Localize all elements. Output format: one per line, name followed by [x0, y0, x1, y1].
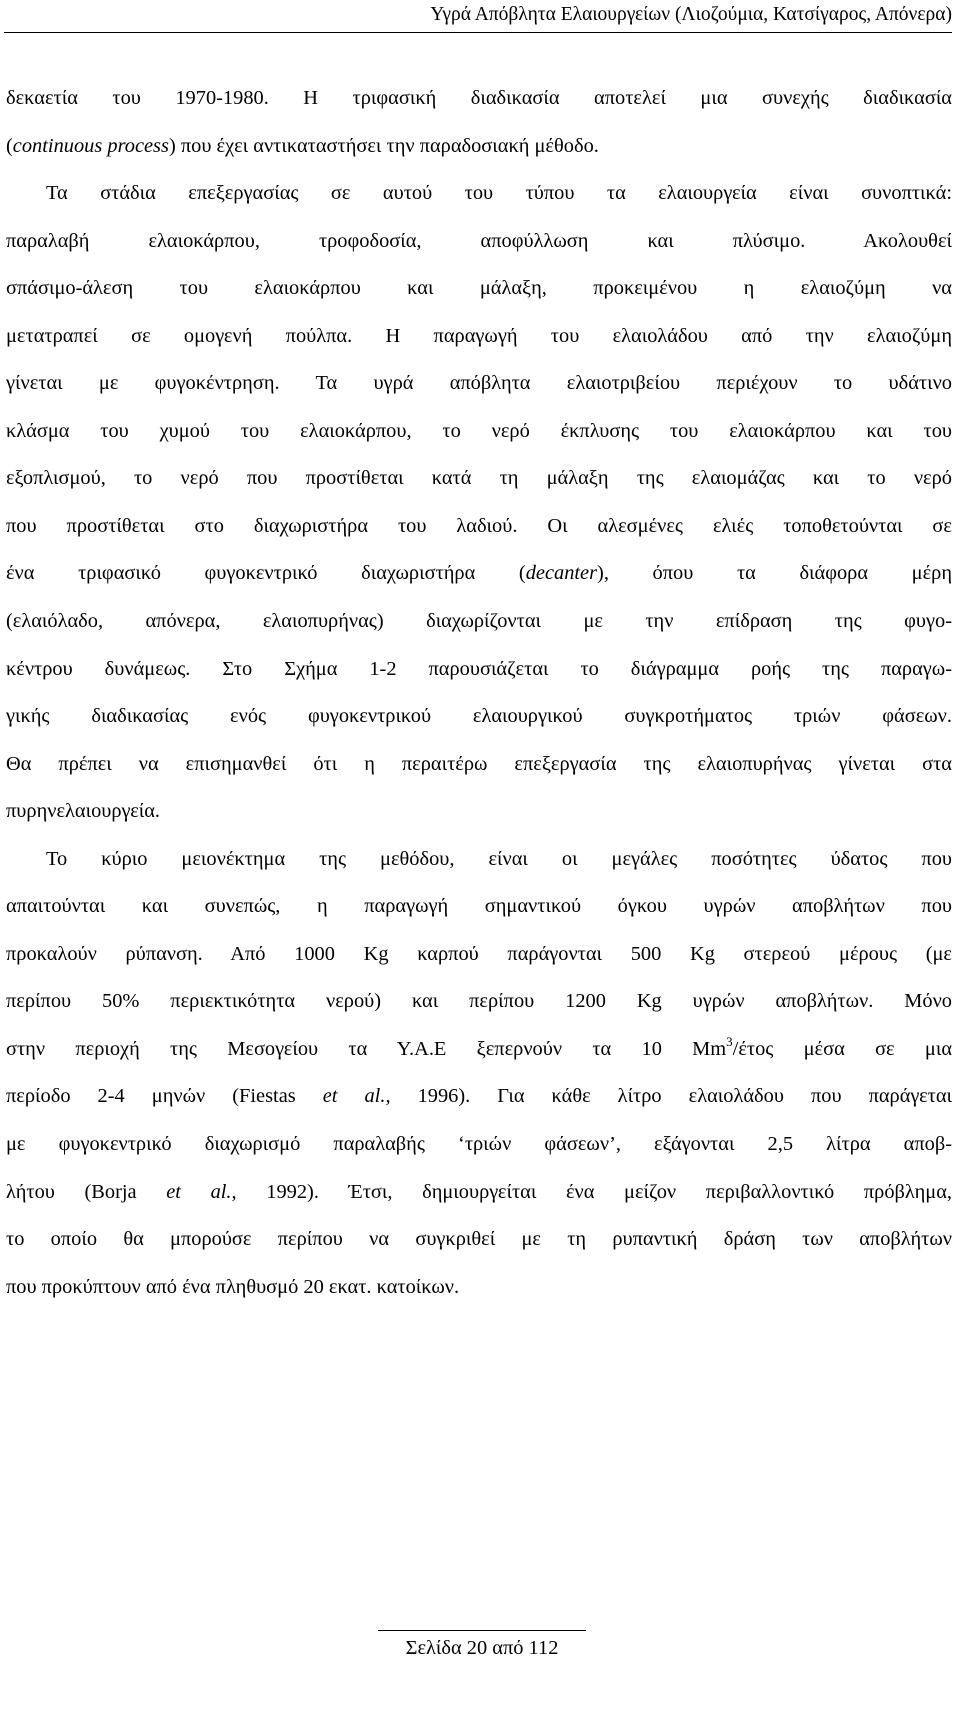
text-line: ένα τριφασικό φυγοκεντρικό διαχωριστήρα (decanter), όπου τα διάφορα μέρη	[6, 562, 952, 585]
text-line: στην περιοχή της Μεσογείου τα Υ.Α.Ε ξεπερνούν τα 10 Mm$^3$/έτος μέσα σε μια	[6, 1033, 952, 1060]
text-line: εξοπλισμού, το νερό που προστίθεται κατά τη μάλαξη της ελαιομάζας και το νερό	[6, 467, 952, 490]
text-line: λήτου (Borja et al., 1992). Έτσι, δημιουργείται ένα μείζον περιβαλλοντικό πρόβλημα,	[6, 1180, 952, 1203]
text-line: που προκύπτουν από ένα πληθυσμό 20 εκατ. κατοίκων.	[6, 1275, 460, 1298]
superscript: 3	[726, 1033, 733, 1049]
text-line: γικής διαδικασίας ενός φυγοκεντρικού ελαιουργικού συγκροτήματος τριών φάσεων.	[6, 705, 952, 728]
text-line: το οποίο θα μπορούσε περίπου να συγκριθεί με τη ρυπαντική δράση των αποβλήτων	[6, 1228, 952, 1251]
italic-term: et al.	[322, 1085, 386, 1108]
body-text	[6, 75, 952, 1311]
text-line: που προστίθεται στο διαχωριστήρα του λαδιού. Οι αλεσμένες ελιές τοποθετούνται σε	[6, 514, 952, 537]
text-line: Τα στάδια επεξεργασίας σε αυτού του τύπου τα ελαιουργεία είναι συνοπτικά:	[46, 182, 952, 205]
text-line: περίοδο 2-4 μηνών (Fiestas et al., 1996). Για κάθε λίτρο ελαιολάδου που παράγεται	[6, 1085, 952, 1108]
text-line: δεκαετία του 1970-1980. Η τριφασική διαδικασία αποτελεί μια συνεχής διαδικασία	[6, 87, 952, 109]
page-footer	[378, 1630, 586, 1661]
text-line: κλάσμα του χυμού του ελαιοκάρπου, το νερό έκπλυσης του ελαιοκάρπου και του	[6, 419, 952, 442]
text-line: σπάσιμο-άλεση του ελαιοκάρπου και μάλαξη, προκειμένου η ελαιοζύμη να	[6, 277, 952, 300]
page-number: Σελίδα 20 από 112	[405, 1637, 559, 1659]
text-line: κέντρου δυνάμεως. Στο Σχήμα 1-2 παρουσιάζεται το διάγραμμα ροής της παραγω-	[6, 657, 952, 680]
italic-term: et al.	[166, 1180, 232, 1203]
text-line: περίπου 50% περιεκτικότητα νερού) και περίπου 1200 Kg υγρών αποβλήτων. Μόνο	[6, 990, 952, 1013]
text-line: απαιτούνται και συνεπώς, η παραγωγή σημαντικού όγκου υγρών αποβλήτων που	[6, 895, 952, 918]
text-line: γίνεται με φυγοκέντρηση. Τα υγρά απόβλητα ελαιοτριβείου περιέχουν το υδάτινο	[6, 372, 952, 395]
text-line: παραλαβή ελαιοκάρπου, τροφοδοσία, αποφύλλωση και πλύσιμο. Ακολουθεί	[6, 229, 952, 252]
text-line: (continuous process) που έχει αντικαταστήσει την παραδοσιακή μέθοδο.	[6, 134, 599, 157]
text-line: Θα πρέπει να επισημανθεί ότι η περαιτέρω επεξεργασία της ελαιοπυρήνας γίνεται στα	[6, 752, 952, 775]
running-header	[0, 0, 952, 30]
running-header-title: Υγρά Απόβλητα Ελαιουργείων (Λιοζούμια, Κατσίγαρος, Απόνερα)	[430, 4, 952, 25]
text-line: προκαλούν ρύπανση. Από 1000 Kg καρπού παράγονται 500 Kg στερεού μέρους (με	[6, 942, 952, 965]
italic-term: continuous process	[12, 134, 169, 157]
text-line: πυρηνελαιουργεία.	[6, 800, 161, 823]
italic-term: decanter	[525, 562, 598, 585]
text-line: Το κύριο μειονέκτημα της μεθόδου, είναι οι μεγάλες ποσότητες ύδατος που	[46, 847, 952, 870]
header-rule	[4, 32, 952, 33]
text-line: με φυγοκεντρικό διαχωρισμό παραλαβής ‘τριών φάσεων’, εξάγονται 2,5 λίτρα αποβ-	[6, 1133, 952, 1156]
text-line: (ελαιόλαδο, απόνερα, ελαιοπυρήνας) διαχωρίζονται με την επίδραση της φυγο-	[6, 610, 952, 633]
footer-rule	[378, 1630, 586, 1631]
text-line: μετατραπεί σε ομογενή πούλπα. Η παραγωγή του ελαιολάδου από την ελαιοζύμη	[6, 324, 952, 347]
